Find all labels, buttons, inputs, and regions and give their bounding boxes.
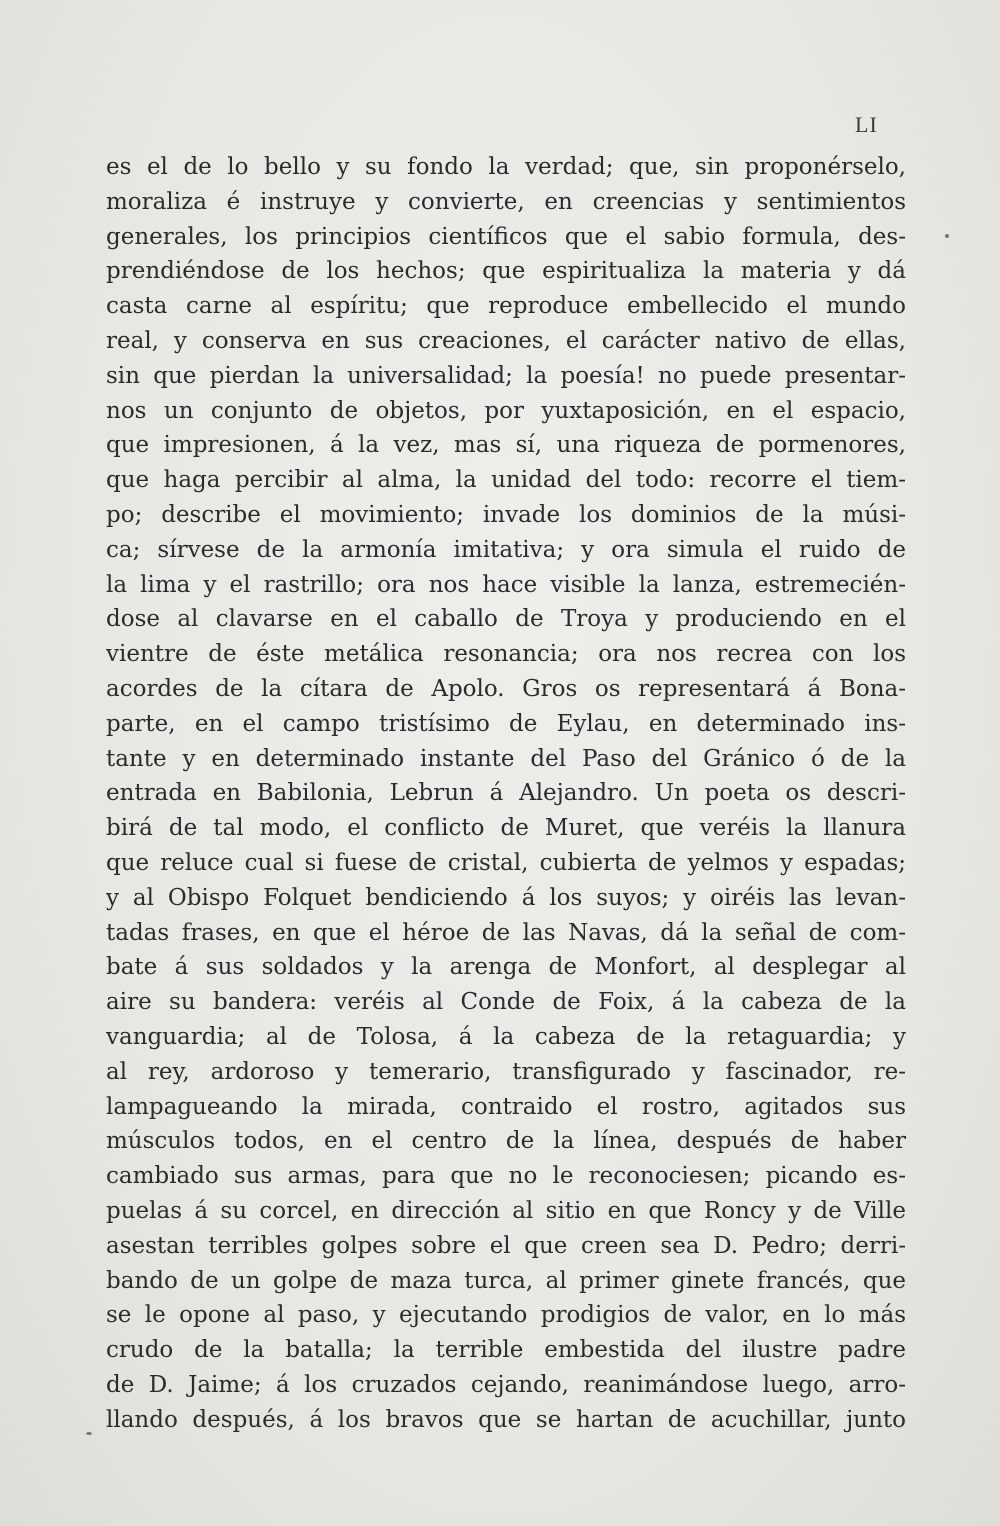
text-line: entrada en Babilonia, Lebrun á Alejandro. Un poeta os descri-	[106, 780, 906, 807]
text-line: y al Obispo Folquet bendiciendo á los suyos; y oiréis las levan-	[106, 884, 906, 911]
paper-speck	[945, 234, 949, 238]
text-line: acordes de la cítara de Apolo. Gros os representará á Bona-	[106, 675, 906, 702]
text-line: que haga percibir al alma, la unidad del todo: recorre el tiem-	[106, 467, 906, 494]
paper-speck	[86, 1432, 92, 1435]
text-line: la lima y el rastrillo; ora nos hace visible la lanza, estremecién-	[106, 571, 906, 598]
text-line: cambiado sus armas, para que no le reconociesen; picando es-	[106, 1163, 906, 1190]
text-line: bate á sus soldados y la arenga de Monfort, al desplegar al	[106, 954, 906, 981]
text-line: llando después, á los bravos que se hartan de acuchillar, junto	[106, 1406, 906, 1433]
text-line: que reluce cual si fuese de cristal, cubierta de yelmos y espadas;	[106, 849, 906, 876]
text-line: birá de tal modo, el conflicto de Muret, que veréis la llanura	[106, 815, 906, 842]
text-line: po; describe el movimiento; invade los dominios de la músi-	[106, 501, 906, 528]
text-line: de D. Jaime; á los cruzados cejando, reanimándose luego, arro-	[106, 1371, 906, 1398]
text-line: prendiéndose de los hechos; que espiritualiza la materia y dá	[106, 258, 906, 285]
text-line: ca; sírvese de la armonía imitativa; y ora simula el ruido de	[106, 536, 906, 563]
text-line: lampagueando la mirada, contraido el rostro, agitados sus	[106, 1093, 906, 1120]
text-line: sin que pierdan la universalidad; la poesía! no puede presentar-	[106, 362, 906, 389]
text-line: tante y en determinado instante del Paso del Gránico ó de la	[106, 745, 906, 772]
text-line: bando de un golpe de maza turca, al primer ginete francés, que	[106, 1267, 906, 1294]
text-line: músculos todos, en el centro de la línea, después de haber	[106, 1128, 906, 1155]
text-line: aire su bandera: veréis al Conde de Foix, á la cabeza de la	[106, 989, 906, 1016]
text-line: moraliza é instruye y convierte, en creencias y sentimientos	[106, 188, 906, 215]
text-line: dose al clavarse en el caballo de Troya y produciendo en el	[106, 606, 906, 633]
text-line: asestan terribles golpes sobre el que creen sea D. Pedro; derri-	[106, 1232, 906, 1259]
text-line: crudo de la batalla; la terrible embestida del ilustre padre	[106, 1337, 906, 1364]
text-line: nos un conjunto de objetos, por yuxtaposición, en el espacio,	[106, 397, 906, 424]
text-line: tadas frases, en que el héroe de las Navas, dá la señal de com-	[106, 919, 906, 946]
text-line: es el de lo bello y su fondo la verdad; que, sin proponérselo,	[106, 154, 906, 180]
text-line: vanguardia; al de Tolosa, á la cabeza de la retaguardia; y	[106, 1023, 906, 1050]
text-line: parte, en el campo tristísimo de Eylau, en determinado ins-	[106, 710, 906, 737]
text-line: generales, los principios científicos que el sabio formula, des-	[106, 223, 906, 250]
text-line: se le opone al paso, y ejecutando prodigios de valor, en lo más	[106, 1302, 906, 1329]
text-line: casta carne al espíritu; que reproduce embellecido el mundo	[106, 293, 906, 320]
text-line: real, y conserva en sus creaciones, el carácter nativo de ellas,	[106, 327, 906, 354]
text-line: que impresionen, á la vez, mas sí, una riqueza de pormenores,	[106, 432, 906, 459]
page-number: LI	[855, 112, 878, 137]
text-line: al rey, ardoroso y temerario, transfigurado y fascinador, re-	[106, 1058, 906, 1085]
text-line: puelas á su corcel, en dirección al sitio en que Roncy y de Ville	[106, 1197, 906, 1224]
body-text	[106, 150, 906, 1437]
text-line: vientre de éste metálica resonancia; ora nos recrea con los	[106, 641, 906, 668]
